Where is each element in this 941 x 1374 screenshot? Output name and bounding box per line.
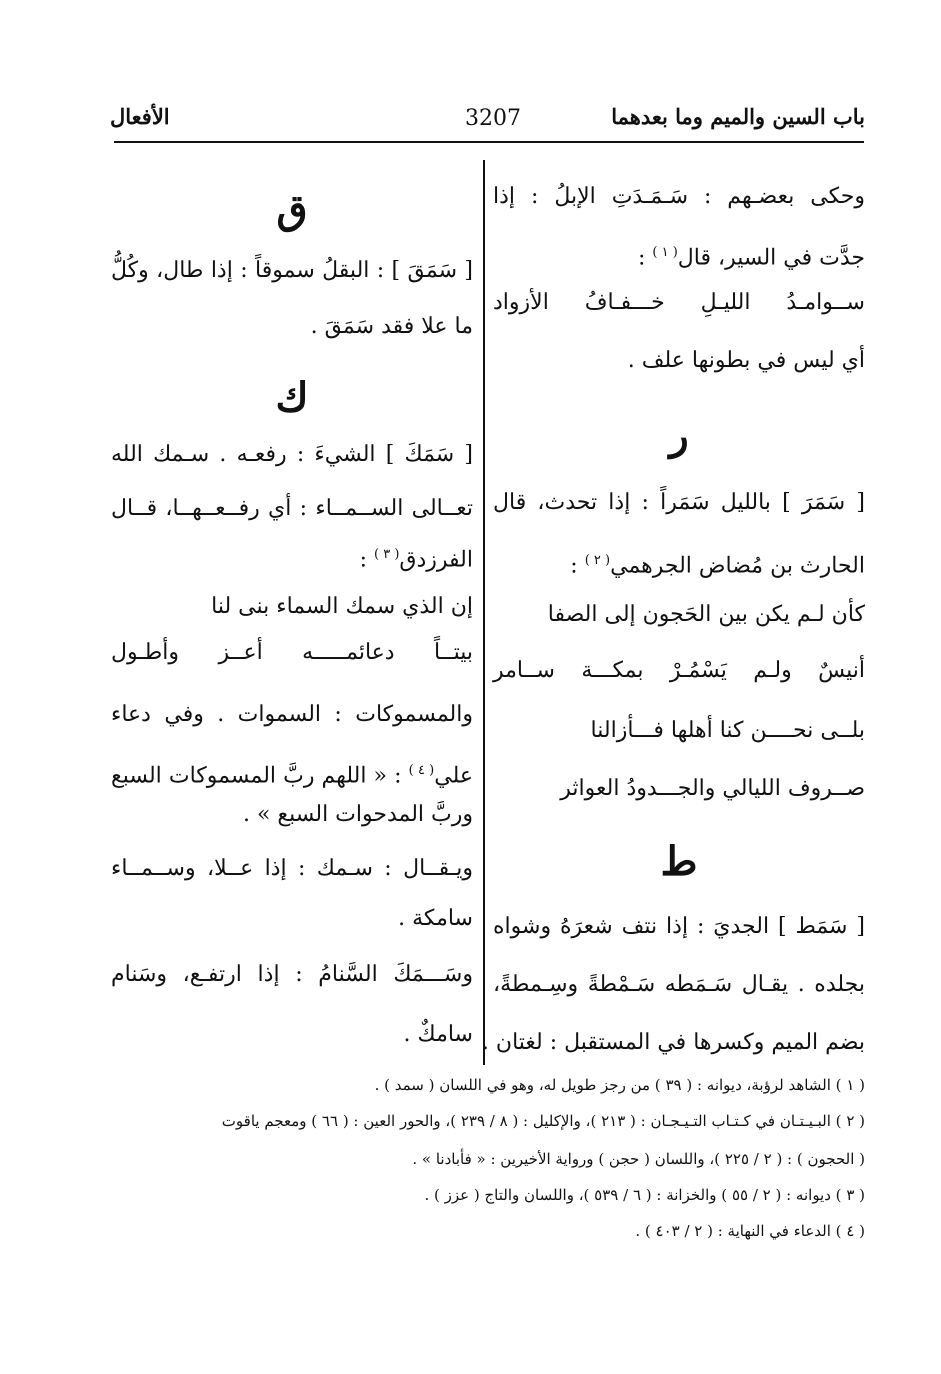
text-line: سامكة .: [398, 906, 473, 931]
footnote-ref: ( ٣ ): [374, 547, 400, 562]
text-line: تعــالى الســمــاء : أي رفــعــهــا، قــال: [111, 496, 473, 521]
text-line: [360, 540, 473, 575]
text-line: [ سَمَرَ ] بالليل سَمَراً : إذا تحدث، قال: [493, 490, 865, 515]
text-fragment: :: [570, 553, 585, 579]
text-line: بضم الميم وكسرها في المستقبل : لغتان .: [481, 1030, 865, 1055]
chapter-title: باب السين والميم وما بعدهما: [611, 104, 865, 129]
text-line: بجلده . يقـال سَـمَطه سَـمْطةً وسِـمطةً،: [493, 972, 865, 997]
verse-line: بيتــاً دعائمـــــه أعــز وأطـول: [111, 640, 473, 665]
verse-line: ســوامـدُ الليـلِ خـــفـافُ الأزواد: [493, 290, 865, 315]
text-line: ما علا فقد سَمَقَ .: [310, 314, 473, 339]
section-letter: ك: [275, 374, 309, 421]
text-fragment: جدَّت في السير، قال: [677, 245, 865, 271]
verse-line: صــروف الليالي والجـــدودُ العواثر: [560, 776, 865, 801]
footnote: ( الحجون ) : ( ٢ / ٢٢٥ )، واللسان ( حجن ) ورواية الأخيرين : « فأبادنا » .: [412, 1150, 865, 1168]
text-line: سامكٌ .: [403, 1022, 473, 1047]
section-title: الأفعال: [110, 104, 170, 129]
verse-line: كأن لـم يكن بين الحَجون إلى الصفا: [547, 602, 865, 627]
text-line: ويـقــال : سـمك : إذا عــلا، وســمــاء: [111, 856, 473, 881]
text-fragment: :: [637, 245, 653, 271]
text-fragment: علي: [434, 763, 473, 789]
header-rule: [114, 141, 864, 143]
running-header: [110, 104, 865, 140]
footnote-ref: ( ٤ ): [408, 763, 435, 778]
text-line: [570, 546, 865, 581]
text-fragment: :: [359, 547, 374, 573]
text-line: [ سَمَط ] الجديَ : إذا نتف شعرَهُ وشواه: [493, 914, 865, 939]
footnote-ref: ( ١ ): [652, 245, 678, 260]
verse-line: أنيسٌ ولـم يَسْمُـرْ بمكـــة ســامر: [493, 658, 865, 683]
text-line: [ سَمَقَ ] : البقلُ سموقاً : إذا طال، وكُلُّ: [111, 258, 473, 283]
footnote: ( ٣ ) ديوانه : ( ٢ / ٥٥ ) والخزانة : ( ٦ / ٥٣٩ )، واللسان والتاج ( عزز ) .: [424, 1186, 865, 1204]
footnote: ( ١ ) الشاهد لرؤبة، ديوانه : ( ٣٩ ) من رجز طويل له، وهو في اللسان ( سمد ) .: [374, 1076, 865, 1094]
section-letter: ر: [669, 412, 689, 459]
text-fragment: : « اللهم ربَّ المسموكات السبع: [111, 763, 409, 789]
text-line: [111, 756, 473, 791]
verse-line: إن الذي سمك السماء بنى لنا: [211, 594, 473, 619]
text-line: أي ليس في بطونها علف .: [627, 348, 865, 373]
text-line: وحكى بعضـهم : سَـمَـدَتِ الإبلُ : إذا: [493, 184, 865, 209]
text-line: وسَـــمَكَ السَّنامُ : إذا ارتفـع، وسَنام: [111, 962, 473, 987]
footnote: ( ٢ ) البـيـتـان في كـتـاب التـيـجـان : ( ٢١٣ )، والإكليل : ( ٨ / ٢٣٩ )، والحور العين : ( ٦٦ ) ومعجم ياقوت: [221, 1112, 865, 1130]
verse-line: بلــى نحــــن كنا أهلها فـــأزالنا: [590, 718, 865, 743]
footnote: ( ٤ ) الدعاء في النهاية : ( ٢ / ٤٠٣ ) .: [635, 1222, 865, 1240]
text-line: [638, 238, 865, 273]
text-line: وربَّ المدحوات السبع » .: [242, 802, 473, 827]
footnote-ref: ( ٢ ): [584, 553, 611, 568]
section-letter: ق: [276, 186, 308, 233]
text-fragment: الفرزدق: [399, 547, 473, 573]
page-number: 3207: [465, 106, 521, 131]
text-line: [ سَمَكَ ] الشيءَ : رفعـه . سـمك الله: [111, 442, 473, 467]
text-line: والمسموكات : السموات . وفي دعاء: [111, 702, 473, 727]
text-fragment: الحارث بن مُضاض الجرهمي: [610, 553, 865, 579]
section-letter: ط: [660, 838, 698, 885]
column-divider: [483, 160, 485, 1065]
